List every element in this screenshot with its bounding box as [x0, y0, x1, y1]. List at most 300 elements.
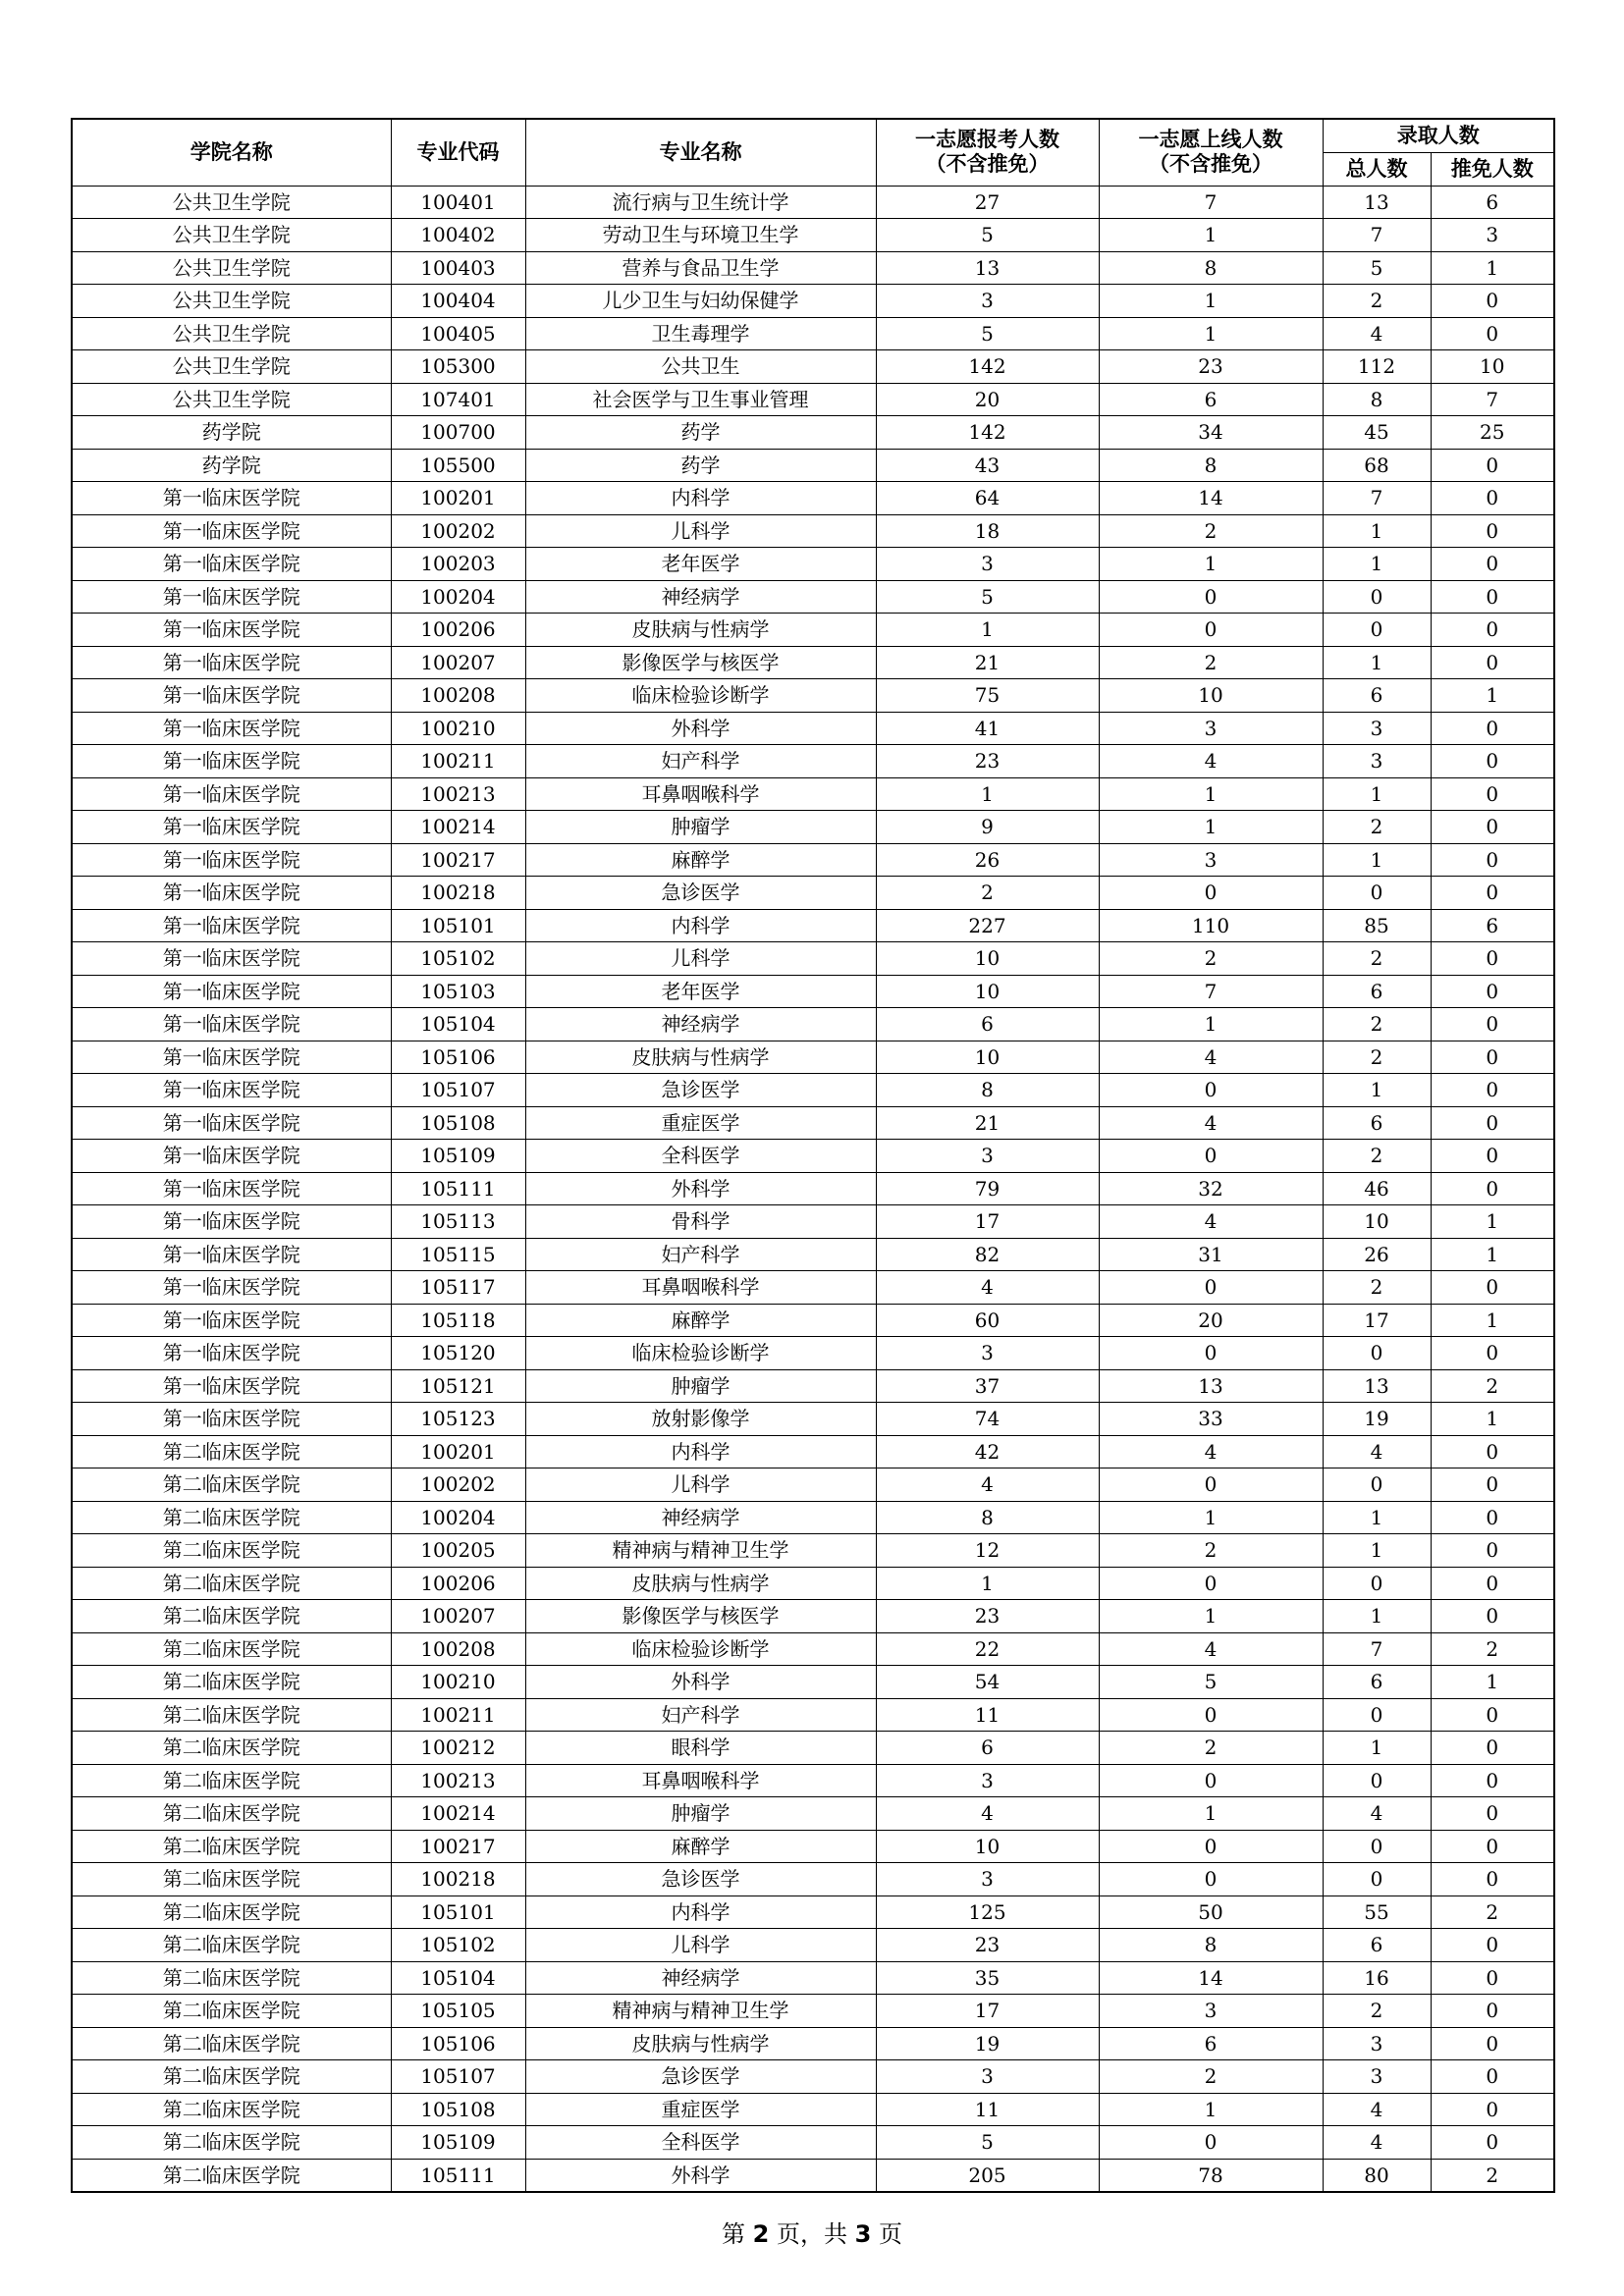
- exempt-cell: 0: [1431, 614, 1554, 647]
- exempt-cell: 1: [1431, 679, 1554, 713]
- college-cell: 第二临床医学院: [72, 1632, 391, 1666]
- major-cell: 老年医学: [525, 548, 876, 581]
- college-cell: 第二临床医学院: [72, 1435, 391, 1468]
- passed-cell: 8: [1099, 251, 1323, 285]
- major-cell: 急诊医学: [525, 2060, 876, 2094]
- total-cell: 1: [1323, 1534, 1431, 1568]
- applicants-cell: 20: [876, 383, 1099, 416]
- college-cell: 第二临床医学院: [72, 2159, 391, 2192]
- total-cell: 17: [1323, 1304, 1431, 1337]
- footer-prefix: 第: [722, 2220, 746, 2248]
- passed-header-line1: 一志愿上线人数: [1138, 128, 1283, 152]
- exempt-cell: 0: [1431, 1600, 1554, 1633]
- header-row: [72, 119, 1554, 152]
- college-cell: 第二临床医学院: [72, 1600, 391, 1633]
- exempt-cell: 1: [1431, 1304, 1554, 1337]
- passed-cell: 2: [1099, 942, 1323, 976]
- applicants-cell: 23: [876, 1929, 1099, 1962]
- table-row: [72, 1041, 1554, 1074]
- exempt-cell: 0: [1431, 1106, 1554, 1140]
- college-cell: 第一临床医学院: [72, 482, 391, 515]
- admission-table: [71, 118, 1555, 2193]
- total-cell: 45: [1323, 416, 1431, 450]
- college-cell: 第二临床医学院: [72, 2126, 391, 2160]
- exempt-cell: 0: [1431, 514, 1554, 548]
- applicants-cell: 12: [876, 1534, 1099, 1568]
- total-cell: 0: [1323, 877, 1431, 910]
- exempt-cell: 0: [1431, 1567, 1554, 1600]
- college-cell: 第一临床医学院: [72, 975, 391, 1008]
- applicants-cell: 22: [876, 1632, 1099, 1666]
- table-row: [72, 2060, 1554, 2094]
- applicants-cell: 10: [876, 975, 1099, 1008]
- total-cell: 2: [1323, 1995, 1431, 2028]
- passed-cell: 4: [1099, 1106, 1323, 1140]
- major-cell: 皮肤病与性病学: [525, 1567, 876, 1600]
- college-cell: 第二临床医学院: [72, 1863, 391, 1896]
- applicants-cell: 21: [876, 646, 1099, 679]
- table-row: [72, 777, 1554, 811]
- total-cell: 0: [1323, 1698, 1431, 1732]
- page-footer: [0, 2215, 1624, 2249]
- college-cell: 第二临床医学院: [72, 1797, 391, 1831]
- college-header: 学院名称: [72, 119, 391, 186]
- exempt-cell: 0: [1431, 1698, 1554, 1732]
- college-cell: 第一临床医学院: [72, 548, 391, 581]
- passed-cell: 23: [1099, 350, 1323, 384]
- passed-cell: 0: [1099, 1074, 1323, 1107]
- exempt-cell: 7: [1431, 383, 1554, 416]
- passed-cell: 32: [1099, 1172, 1323, 1205]
- passed-cell: 1: [1099, 285, 1323, 318]
- table-row: [72, 1435, 1554, 1468]
- code-cell: 100208: [391, 1632, 525, 1666]
- total-cell: 0: [1323, 1863, 1431, 1896]
- exempt-cell: 10: [1431, 350, 1554, 384]
- applicants-cell: 6: [876, 1732, 1099, 1765]
- passed-cell: 2: [1099, 646, 1323, 679]
- major-cell: 儿科学: [525, 514, 876, 548]
- code-cell: 100402: [391, 219, 525, 252]
- college-cell: 第一临床医学院: [72, 1041, 391, 1074]
- passed-cell: 6: [1099, 383, 1323, 416]
- exempt-cell: 0: [1431, 2027, 1554, 2060]
- major-cell: 肿瘤学: [525, 811, 876, 844]
- table-row: [72, 1074, 1554, 1107]
- passed-cell: 4: [1099, 1205, 1323, 1239]
- exempt-cell: 0: [1431, 1501, 1554, 1534]
- college-cell: 第一临床医学院: [72, 1172, 391, 1205]
- total-cell: 1: [1323, 1501, 1431, 1534]
- total-cell: 2: [1323, 1140, 1431, 1173]
- code-cell: 105107: [391, 1074, 525, 1107]
- total-cell: 13: [1323, 186, 1431, 219]
- college-cell: 第二临床医学院: [72, 2060, 391, 2094]
- applicants-header-line1: 一志愿报考人数: [915, 128, 1059, 152]
- code-cell: 105106: [391, 2027, 525, 2060]
- total-header: 总人数: [1323, 152, 1431, 186]
- table-row: [72, 1140, 1554, 1173]
- total-cell: 3: [1323, 745, 1431, 778]
- table-row: [72, 679, 1554, 713]
- code-cell: 100207: [391, 1600, 525, 1633]
- major-cell: 重症医学: [525, 2093, 876, 2126]
- total-cell: 0: [1323, 1468, 1431, 1502]
- applicants-cell: 5: [876, 2126, 1099, 2160]
- applicants-cell: 227: [876, 909, 1099, 942]
- total-cell: 0: [1323, 1764, 1431, 1797]
- applicants-cell: 1: [876, 614, 1099, 647]
- major-cell: 麻醉学: [525, 1304, 876, 1337]
- table-row: [72, 251, 1554, 285]
- major-cell: 药学: [525, 449, 876, 482]
- table-row: [72, 548, 1554, 581]
- total-cell: 19: [1323, 1403, 1431, 1436]
- applicants-cell: 60: [876, 1304, 1099, 1337]
- applicants-cell: 142: [876, 416, 1099, 450]
- applicants-cell: 3: [876, 1337, 1099, 1370]
- passed-cell: 3: [1099, 712, 1323, 745]
- applicants-cell: 17: [876, 1205, 1099, 1239]
- college-cell: 第一临床医学院: [72, 646, 391, 679]
- college-cell: 第一临床医学院: [72, 745, 391, 778]
- table-row: [72, 1666, 1554, 1699]
- total-cell: 55: [1323, 1896, 1431, 1929]
- applicants-cell: 5: [876, 317, 1099, 350]
- table-row: [72, 1830, 1554, 1863]
- table-row: [72, 1304, 1554, 1337]
- college-cell: 第一临床医学院: [72, 1106, 391, 1140]
- passed-cell: 78: [1099, 2159, 1323, 2192]
- total-cell: 7: [1323, 1632, 1431, 1666]
- college-cell: 第一临床医学院: [72, 1304, 391, 1337]
- major-cell: 耳鼻咽喉科学: [525, 1764, 876, 1797]
- table-row: [72, 1501, 1554, 1534]
- total-cell: 1: [1323, 1732, 1431, 1765]
- total-cell: 10: [1323, 1205, 1431, 1239]
- college-cell: 第一临床医学院: [72, 614, 391, 647]
- major-cell: 老年医学: [525, 975, 876, 1008]
- applicants-cell: 26: [876, 843, 1099, 877]
- code-cell: 105117: [391, 1271, 525, 1305]
- table-row: [72, 1008, 1554, 1041]
- college-cell: 第一临床医学院: [72, 909, 391, 942]
- applicants-cell: 10: [876, 1041, 1099, 1074]
- applicants-cell: 8: [876, 1501, 1099, 1534]
- total-cell: 2: [1323, 285, 1431, 318]
- applicants-cell: 205: [876, 2159, 1099, 2192]
- passed-header-line2: （不含推免）: [1149, 152, 1272, 177]
- table-row: [72, 482, 1554, 515]
- applicants-cell: 35: [876, 1961, 1099, 1995]
- passed-cell: 5: [1099, 1666, 1323, 1699]
- total-cell: 16: [1323, 1961, 1431, 1995]
- total-cell: 8: [1323, 383, 1431, 416]
- applicants-cell: 74: [876, 1403, 1099, 1436]
- college-cell: 公共卫生学院: [72, 317, 391, 350]
- table-row: [72, 646, 1554, 679]
- exempt-cell: 1: [1431, 251, 1554, 285]
- major-cell: 急诊医学: [525, 877, 876, 910]
- total-cell: 1: [1323, 646, 1431, 679]
- code-cell: 100213: [391, 1764, 525, 1797]
- table-row: [72, 2159, 1554, 2192]
- code-cell: 100204: [391, 580, 525, 614]
- college-cell: 第一临床医学院: [72, 1369, 391, 1403]
- total-cell: 1: [1323, 843, 1431, 877]
- applicants-cell: 3: [876, 548, 1099, 581]
- applicants-header: [876, 119, 1099, 186]
- college-cell: 第二临床医学院: [72, 1995, 391, 2028]
- applicants-cell: 23: [876, 1600, 1099, 1633]
- code-cell: 100210: [391, 1666, 525, 1699]
- exempt-cell: 0: [1431, 942, 1554, 976]
- college-cell: 第二临床医学院: [72, 1929, 391, 1962]
- applicants-cell: 37: [876, 1369, 1099, 1403]
- major-cell: 外科学: [525, 1666, 876, 1699]
- exempt-cell: 0: [1431, 548, 1554, 581]
- major-cell: 外科学: [525, 1172, 876, 1205]
- major-cell: 内科学: [525, 1896, 876, 1929]
- applicants-cell: 10: [876, 942, 1099, 976]
- applicants-cell: 9: [876, 811, 1099, 844]
- exempt-cell: 0: [1431, 777, 1554, 811]
- exempt-cell: 1: [1431, 1238, 1554, 1271]
- major-cell: 临床检验诊断学: [525, 679, 876, 713]
- college-cell: 第一临床医学院: [72, 811, 391, 844]
- applicants-cell: 43: [876, 449, 1099, 482]
- passed-cell: 0: [1099, 1764, 1323, 1797]
- code-cell: 105109: [391, 1140, 525, 1173]
- total-cell: 2: [1323, 942, 1431, 976]
- table-row: [72, 1205, 1554, 1239]
- passed-cell: 8: [1099, 449, 1323, 482]
- total-cell: 0: [1323, 1567, 1431, 1600]
- total-cell: 46: [1323, 1172, 1431, 1205]
- college-cell: 公共卫生学院: [72, 285, 391, 318]
- applicants-cell: 18: [876, 514, 1099, 548]
- college-cell: 第一临床医学院: [72, 712, 391, 745]
- code-cell: 105107: [391, 2060, 525, 2094]
- total-cell: 6: [1323, 975, 1431, 1008]
- table-row: [72, 1698, 1554, 1732]
- major-cell: 全科医学: [525, 1140, 876, 1173]
- passed-cell: 2: [1099, 514, 1323, 548]
- total-cell: 0: [1323, 614, 1431, 647]
- code-cell: 100205: [391, 1534, 525, 1568]
- major-cell: 影像医学与核医学: [525, 1600, 876, 1633]
- code-cell: 105105: [391, 1995, 525, 2028]
- major-cell: 影像医学与核医学: [525, 646, 876, 679]
- code-cell: 100214: [391, 811, 525, 844]
- applicants-cell: 17: [876, 1995, 1099, 2028]
- exempt-cell: 0: [1431, 1863, 1554, 1896]
- passed-cell: 50: [1099, 1896, 1323, 1929]
- passed-cell: 0: [1099, 1698, 1323, 1732]
- exempt-cell: 0: [1431, 1764, 1554, 1797]
- applicants-cell: 6: [876, 1008, 1099, 1041]
- exempt-cell: 25: [1431, 416, 1554, 450]
- table-row: [72, 1271, 1554, 1305]
- passed-cell: 0: [1099, 1337, 1323, 1370]
- total-cell: 0: [1323, 1337, 1431, 1370]
- passed-cell: 33: [1099, 1403, 1323, 1436]
- major-cell: 精神病与精神卫生学: [525, 1534, 876, 1568]
- code-cell: 100202: [391, 1468, 525, 1502]
- table-row: [72, 514, 1554, 548]
- table-row: [72, 614, 1554, 647]
- table-row: [72, 1764, 1554, 1797]
- passed-cell: 8: [1099, 1929, 1323, 1962]
- code-cell: 100206: [391, 1567, 525, 1600]
- code-cell: 105104: [391, 1961, 525, 1995]
- passed-cell: 0: [1099, 1863, 1323, 1896]
- college-cell: 公共卫生学院: [72, 219, 391, 252]
- exempt-cell: 0: [1431, 580, 1554, 614]
- college-cell: 第二临床医学院: [72, 1830, 391, 1863]
- code-cell: 100210: [391, 712, 525, 745]
- footer-total-pages: 3: [854, 2220, 872, 2248]
- table-row: [72, 1369, 1554, 1403]
- applicants-cell: 4: [876, 1271, 1099, 1305]
- total-cell: 0: [1323, 580, 1431, 614]
- college-cell: 第一临床医学院: [72, 843, 391, 877]
- table-row: [72, 580, 1554, 614]
- code-cell: 100404: [391, 285, 525, 318]
- passed-cell: 2: [1099, 1534, 1323, 1568]
- passed-cell: 4: [1099, 1435, 1323, 1468]
- exempt-cell: 0: [1431, 2126, 1554, 2160]
- college-cell: 公共卫生学院: [72, 186, 391, 219]
- passed-cell: 1: [1099, 219, 1323, 252]
- major-cell: 儿少卫生与妇幼保健学: [525, 285, 876, 318]
- table-row: [72, 1238, 1554, 1271]
- code-cell: 100405: [391, 317, 525, 350]
- total-cell: 4: [1323, 1797, 1431, 1831]
- total-cell: 4: [1323, 317, 1431, 350]
- college-cell: 公共卫生学院: [72, 350, 391, 384]
- code-cell: 105101: [391, 909, 525, 942]
- table-row: [72, 449, 1554, 482]
- exempt-cell: 6: [1431, 186, 1554, 219]
- total-cell: 0: [1323, 1830, 1431, 1863]
- passed-cell: 6: [1099, 2027, 1323, 2060]
- total-cell: 2: [1323, 1008, 1431, 1041]
- table-row: [72, 2126, 1554, 2160]
- college-cell: 第二临床医学院: [72, 1698, 391, 1732]
- table-row: [72, 1632, 1554, 1666]
- code-cell: 107401: [391, 383, 525, 416]
- exempt-cell: 0: [1431, 1074, 1554, 1107]
- passed-cell: 13: [1099, 1369, 1323, 1403]
- code-cell: 100401: [391, 186, 525, 219]
- code-cell: 100201: [391, 1435, 525, 1468]
- major-cell: 骨科学: [525, 1205, 876, 1239]
- major-cell: 内科学: [525, 1435, 876, 1468]
- exempt-cell: 0: [1431, 1961, 1554, 1995]
- code-cell: 100208: [391, 679, 525, 713]
- major-cell: 眼科学: [525, 1732, 876, 1765]
- code-cell: 105118: [391, 1304, 525, 1337]
- college-cell: 第二临床医学院: [72, 2093, 391, 2126]
- table-row: [72, 416, 1554, 450]
- total-cell: 2: [1323, 811, 1431, 844]
- college-cell: 药学院: [72, 416, 391, 450]
- total-cell: 6: [1323, 679, 1431, 713]
- major-cell: 社会医学与卫生事业管理: [525, 383, 876, 416]
- total-cell: 68: [1323, 449, 1431, 482]
- applicants-cell: 42: [876, 1435, 1099, 1468]
- college-cell: 第一临床医学院: [72, 1074, 391, 1107]
- exempt-cell: 0: [1431, 1271, 1554, 1305]
- exempt-cell: 0: [1431, 1830, 1554, 1863]
- admitted-header: 录取人数: [1323, 119, 1554, 152]
- college-cell: 第二临床医学院: [72, 1501, 391, 1534]
- table-row: [72, 1468, 1554, 1502]
- passed-cell: 31: [1099, 1238, 1323, 1271]
- exempt-cell: 0: [1431, 811, 1554, 844]
- major-cell: 麻醉学: [525, 843, 876, 877]
- passed-cell: 3: [1099, 1995, 1323, 2028]
- exempt-cell: 0: [1431, 1732, 1554, 1765]
- code-cell: 100202: [391, 514, 525, 548]
- table-row: [72, 285, 1554, 318]
- passed-cell: 0: [1099, 1468, 1323, 1502]
- table-row: [72, 712, 1554, 745]
- table-row: [72, 975, 1554, 1008]
- code-cell: 105109: [391, 2126, 525, 2160]
- college-cell: 第一临床医学院: [72, 514, 391, 548]
- major-cell: 临床检验诊断学: [525, 1337, 876, 1370]
- passed-cell: 0: [1099, 1271, 1323, 1305]
- exempt-cell: 0: [1431, 1435, 1554, 1468]
- passed-cell: 7: [1099, 975, 1323, 1008]
- major-cell: 外科学: [525, 712, 876, 745]
- total-cell: 1: [1323, 548, 1431, 581]
- total-cell: 4: [1323, 2093, 1431, 2126]
- passed-cell: 110: [1099, 909, 1323, 942]
- college-cell: 公共卫生学院: [72, 383, 391, 416]
- passed-cell: 0: [1099, 1140, 1323, 1173]
- exempt-cell: 0: [1431, 877, 1554, 910]
- applicants-cell: 23: [876, 745, 1099, 778]
- total-cell: 1: [1323, 1074, 1431, 1107]
- code-cell: 100218: [391, 877, 525, 910]
- table-row: [72, 1567, 1554, 1600]
- code-cell: 105113: [391, 1205, 525, 1239]
- exempt-cell: 0: [1431, 843, 1554, 877]
- major-cell: 妇产科学: [525, 745, 876, 778]
- passed-cell: 4: [1099, 1041, 1323, 1074]
- total-cell: 7: [1323, 219, 1431, 252]
- major-cell: 外科学: [525, 2159, 876, 2192]
- college-cell: 第二临床医学院: [72, 1961, 391, 1995]
- passed-cell: 0: [1099, 580, 1323, 614]
- major-cell: 麻醉学: [525, 1830, 876, 1863]
- total-cell: 3: [1323, 712, 1431, 745]
- major-cell: 妇产科学: [525, 1698, 876, 1732]
- footer-page-number: 2: [752, 2220, 770, 2248]
- college-cell: 第一临床医学院: [72, 580, 391, 614]
- total-cell: 112: [1323, 350, 1431, 384]
- major-cell: 卫生毒理学: [525, 317, 876, 350]
- code-cell: 100211: [391, 1698, 525, 1732]
- exempt-header: 推免人数: [1431, 152, 1554, 186]
- major-cell: 临床检验诊断学: [525, 1632, 876, 1666]
- college-cell: 第一临床医学院: [72, 679, 391, 713]
- code-cell: 105108: [391, 1106, 525, 1140]
- code-cell: 100217: [391, 843, 525, 877]
